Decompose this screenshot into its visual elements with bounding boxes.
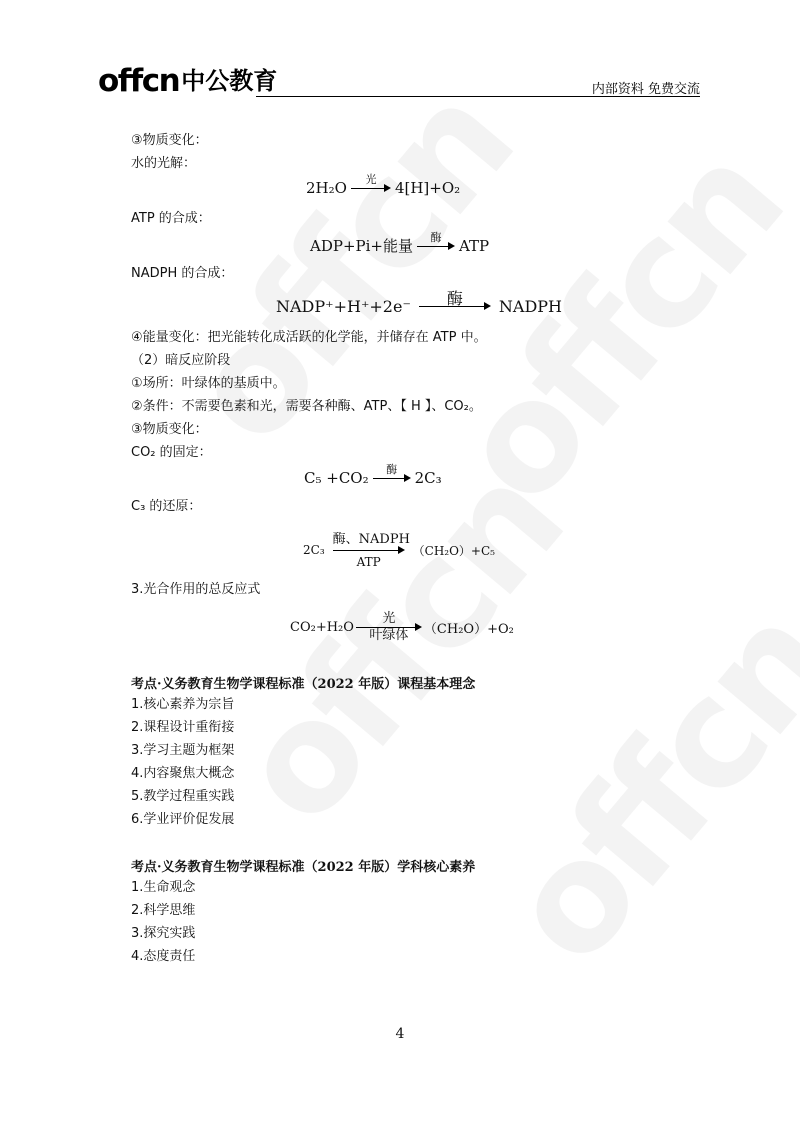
text-line: ③物质变化： bbox=[131, 422, 208, 437]
arrow-condition: 酶 bbox=[386, 463, 398, 476]
page-header bbox=[98, 62, 700, 100]
list-item: 5.教学过程重实践 bbox=[131, 789, 235, 804]
reaction-arrow bbox=[417, 230, 455, 256]
eq-left: 2H₂O bbox=[306, 179, 347, 197]
watermark bbox=[205, 438, 595, 856]
reaction-arrow bbox=[419, 289, 491, 316]
text-line: ATP 的合成： bbox=[131, 211, 211, 226]
eq-right: 4[H]+O₂ bbox=[394, 179, 461, 197]
list-item: 1.核心素养为宗旨 bbox=[131, 697, 235, 712]
equation-atp-synthesis bbox=[310, 230, 490, 256]
text-line: 水的光解： bbox=[131, 156, 197, 171]
equation-water-photolysis bbox=[306, 173, 461, 198]
list-item: 2.课程设计重衔接 bbox=[131, 720, 235, 735]
arrow-condition-bottom: 叶绿体 bbox=[369, 628, 409, 643]
eq-right: 2C₃ bbox=[414, 469, 442, 487]
equation-nadph-synthesis bbox=[276, 289, 563, 316]
arrow-condition: 酶 bbox=[446, 289, 463, 308]
text-line: C₃ 的还原： bbox=[131, 499, 202, 514]
text-line: ①场所：叶绿体的基质中。 bbox=[131, 376, 286, 391]
list-item: 6.学业评价促发展 bbox=[131, 812, 235, 827]
list-item: 3.探究实践 bbox=[131, 926, 196, 941]
eq-left: 2C₃ bbox=[303, 543, 325, 557]
offcn-logo bbox=[98, 63, 278, 99]
list-item: 4.态度责任 bbox=[131, 949, 196, 964]
list-item: 2.科学思维 bbox=[131, 903, 196, 918]
arrow-condition-top: 酶、NADPH bbox=[332, 532, 410, 547]
watermark bbox=[475, 578, 800, 996]
text-line: ③物质变化： bbox=[131, 133, 208, 148]
equation-co2-fixation bbox=[304, 463, 442, 488]
page-number: 4 bbox=[395, 1026, 405, 1042]
list-item: 1.生命观念 bbox=[131, 880, 196, 895]
arrow-condition-top: 光 bbox=[382, 611, 396, 626]
text-line: （2）暗反应阶段 bbox=[131, 353, 231, 368]
list-item: 3.学习主题为框架 bbox=[131, 743, 235, 758]
eq-left: ADP+Pi+能量 bbox=[310, 237, 413, 255]
reaction-arrow bbox=[351, 173, 391, 198]
list-item: 4.内容聚焦大概念 bbox=[131, 766, 235, 781]
section-heading: 考点·义务教育生物学课程标准（2022 年版）课程基本理念 bbox=[131, 677, 476, 692]
eq-right: （CH₂O）+O₂ bbox=[423, 621, 514, 637]
arrow-condition: 光 bbox=[365, 173, 377, 186]
eq-left: NADP⁺+H⁺+2e⁻ bbox=[276, 296, 411, 316]
eq-right: NADPH bbox=[498, 296, 563, 316]
text-line: NADPH 的合成： bbox=[131, 266, 234, 281]
equation-photosynthesis-overall bbox=[290, 611, 514, 643]
reaction-arrow bbox=[373, 463, 411, 488]
arrow-condition: 酶 bbox=[430, 230, 442, 244]
eq-right: （CH₂O）+C₅ bbox=[412, 543, 495, 558]
arrow-condition-bottom: ATP bbox=[356, 555, 381, 569]
eq-right: ATP bbox=[458, 236, 490, 255]
header-slogan: 内部资料 免费交流 bbox=[591, 82, 700, 97]
reaction-arrow bbox=[356, 611, 422, 643]
text-line: 3.光合作用的总反应式 bbox=[131, 582, 261, 597]
eq-left: CO₂+H₂O bbox=[290, 619, 354, 635]
section-heading: 考点·义务教育生物学课程标准（2022 年版）学科核心素养 bbox=[131, 860, 476, 875]
equation-c3-reduction bbox=[303, 532, 495, 569]
reaction-arrow bbox=[332, 532, 410, 569]
text-line: ②条件：不需要色素和光，需要各种酶、ATP、【 H 】、CO₂。 bbox=[131, 399, 482, 414]
text-line: ④能量变化：把光能转化成活跃的化学能，并储存在 ATP 中。 bbox=[131, 330, 487, 345]
logo-brand: offcn bbox=[98, 63, 180, 99]
eq-left: C₅ +CO₂ bbox=[304, 469, 369, 487]
logo-chinese: 中公教育 bbox=[181, 67, 278, 95]
text-line: CO₂ 的固定： bbox=[131, 445, 212, 460]
